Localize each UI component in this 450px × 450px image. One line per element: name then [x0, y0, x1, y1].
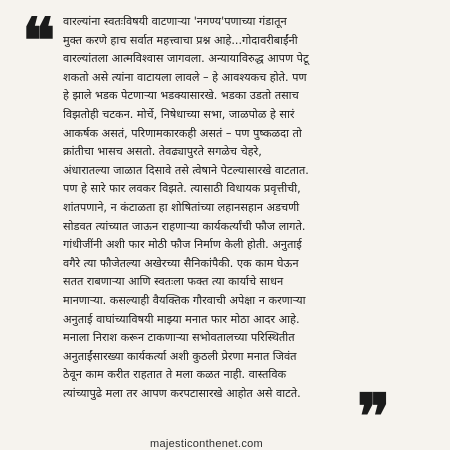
text-line: सतत राबणाऱ्या आणि स्वतःला फक्त त्या कार्याचे साधन — [63, 275, 284, 289]
text-line: सोडवत त्यांच्यात जाऊन राहणाऱ्या कार्यकर्त्यांची फौज लागते. — [63, 219, 306, 233]
text-line: मुक्त करणे हाच सर्वात महत्त्वाचा प्रश्न आहे...गोदावरीबाईंनी — [63, 33, 298, 47]
text-line: पण हे सारे फार लवकर विझते. त्यासाठी विधायक प्रवृत्तीची, — [63, 182, 301, 196]
source-url: majesticonthenet.com — [150, 438, 263, 450]
text-line: मनाला निराश करून टाकणाऱ्या सभोवतालच्या परिस्थितीत — [63, 331, 295, 345]
text-line: त्यांच्यापुढे मला तर आपण करपटासारखे आहोत असे वाटते. — [63, 386, 301, 400]
text-line: अनुताई वाघांच्याविषयी माझ्या मनात फार मोठा आदर आहे. — [63, 312, 300, 326]
text-line: मानणाऱ्या. कसल्याही वैयक्तिक गौरवाची अपेक्षा न करणाऱ्या — [63, 293, 306, 307]
opening-quote-mark: ❝ — [22, 4, 56, 77]
text-line: वगैरे त्या फौजेतल्या अखेरच्या सैनिकांपैकी. एक काम घेऊन — [63, 256, 299, 270]
text-line: ठेवून काम करीत राहतात ते मला कळत नाही. वास्तविक — [63, 368, 287, 382]
text-line: शकतो असे त्यांना वाटायला लावले – हे आवश्यकच होते. पण — [63, 70, 307, 84]
text-line: गांधीजींनी अशी फार मोठी फौज निर्माण केली होती. अनुताई — [63, 238, 302, 252]
closing-quote-mark: ❞ — [357, 380, 391, 450]
text-line: अनुताईंसारख्या कार्यकर्त्या अशी कुठली प्रेरणा मनात जिवंत — [63, 349, 297, 363]
text-line: वारल्यांना स्वतःविषयी वाटणाऱ्या 'नगण्य'पणाच्या गंडातून — [63, 15, 287, 28]
text-line: क्रांतीचा भासच असतो. तेवढ्यापुरते सगळेच चेहरे, — [63, 145, 262, 159]
text-line: वारल्यांतला आत्मविश्वास जागवला. अन्यायाविरुद्ध आपण पेटू — [63, 52, 309, 66]
quote-text — [63, 13, 403, 403]
text-line: विझतोही चटकन. मोर्चे, निषेधाच्या सभा, जाळपोळ हे सारं — [63, 107, 295, 121]
text-line: शांतपणाने, न कंटाळता हा शोषितांच्या लहानसहान अडचणी — [63, 200, 300, 214]
text-line: अंधारातल्या जाळात दिसावे तसे त्वेषाने पेटल्यासारखे वाटतात. — [63, 163, 309, 177]
text-line: आकर्षक असतं, परिणामकारकही असतं – पण पुष्कळदा तो — [63, 126, 302, 140]
text-line: हे झाले भडक पेटणाऱ्या भडक्यासारखे. भडका उडतो तसाच — [63, 89, 299, 103]
